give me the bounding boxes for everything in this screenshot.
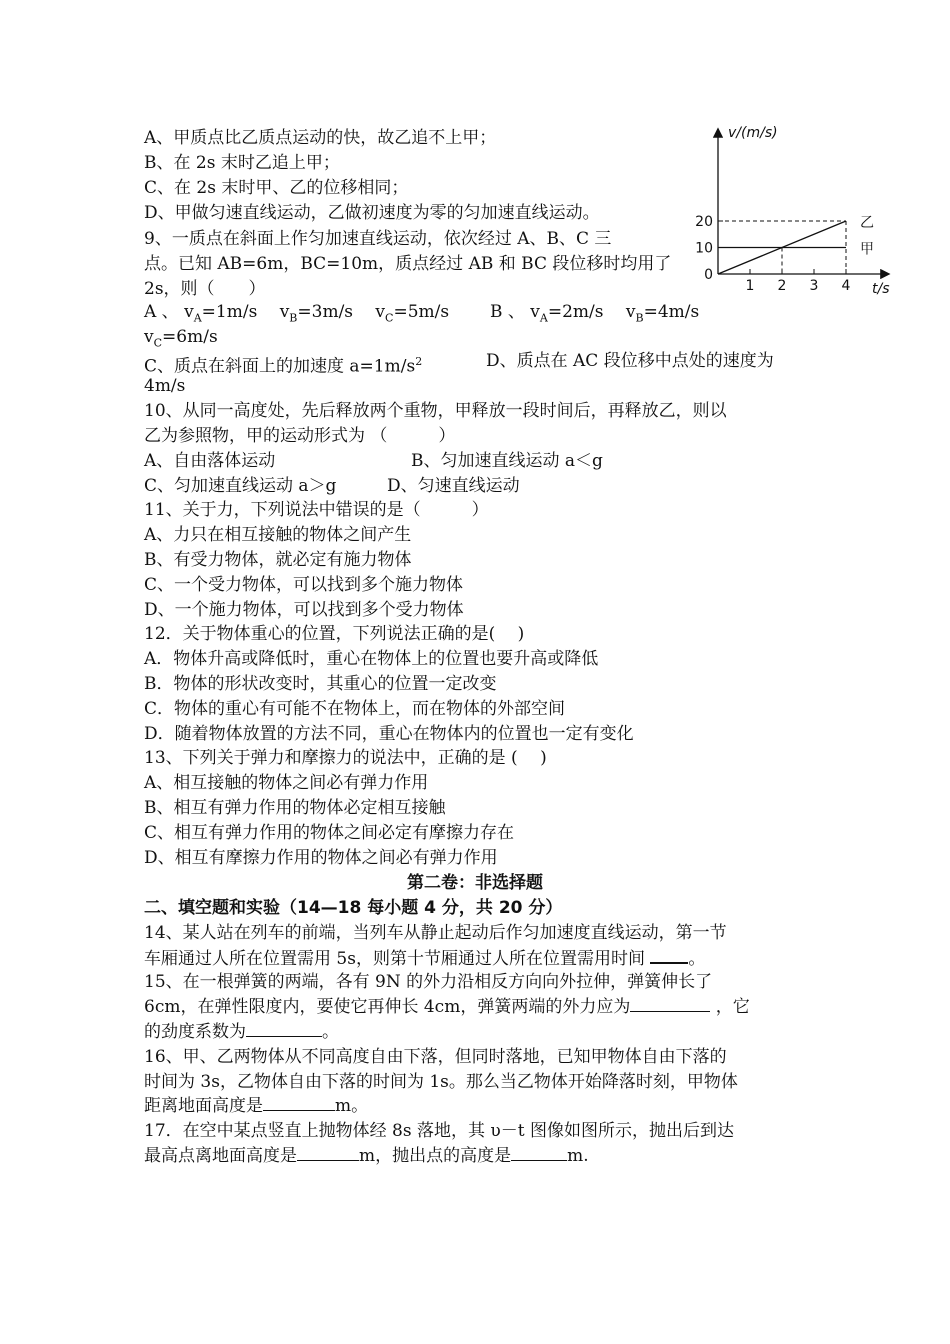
q12-option-c: C．物体的重心有可能不在物体上，而在物体的外部空间 — [144, 699, 566, 719]
x-tick-label: 2 — [777, 278, 787, 294]
q16-height-blank[interactable] — [263, 1094, 335, 1111]
q9-stem-line-1: 9、一质点在斜面上作匀加速直线运动，依次经过 A、B、C 三 — [144, 229, 612, 249]
q8-option-c: C、在 2s 末时甲、乙的位移相同； — [144, 178, 409, 198]
q9-option-d-cont: 4m/s — [144, 376, 186, 396]
q11-option-c: C、一个受力物体，可以找到多个施力物体 — [144, 575, 464, 595]
x-tick-label: 3 — [809, 278, 819, 294]
q11-stem: 11、关于力，下列说法中错误的是（ ） — [144, 500, 489, 520]
q17-line-1: 17．在空中某点竖直上抛物体经 8s 落地，其 υ－t 图像如图所示，抛出后到达 — [144, 1121, 734, 1141]
q12-option-b: B．物体的形状改变时，其重心的位置一定改变 — [144, 674, 497, 694]
q8-option-d: D、甲做匀速直线运动，乙做初速度为零的匀加速直线运动。 — [144, 203, 600, 223]
q16-line-3: 距离地面高度是 m。 — [144, 1096, 369, 1116]
y-tick-label: 20 — [695, 214, 713, 230]
x-axis-label: t/s — [872, 281, 890, 297]
q10-stem-line-2: 乙为参照物，甲的运动形式为 （ ） — [144, 426, 456, 446]
q13-option-c: C、相互有弹力作用的物体之间必定有摩擦力存在 — [144, 823, 515, 843]
part2-title: 第二卷：非选择题 — [407, 873, 543, 893]
part2-section-heading: 二、填空题和实验（14—18 每小题 4 分，共 20 分） — [144, 898, 563, 918]
q9-option-b: B 、 $v_A=2m/s$ $v_B=4m/s$ — [490, 302, 700, 325]
q11-option-b: B、有受力物体，就必定有施力物体 — [144, 550, 412, 570]
y-axis-label: v/(m/s) — [728, 125, 778, 141]
q9-stem-line-3: 2s，则（ ） — [144, 279, 266, 299]
q15-line-3: 的劲度系数为 。 — [144, 1022, 339, 1042]
q12-option-a: A．物体升高或降低时，重心在物体上的位置也要升高或降低 — [144, 649, 599, 669]
q14-line-2: 车厢通过人所在位置需用 5s，则第十节厢通过人所在位置需用时间 。 — [144, 946, 705, 971]
y-tick-label: 10 — [695, 240, 713, 257]
q10-stem-line-1: 10、从同一高度处，先后释放两个重物，甲释放一段时间后，再释放乙，则以 — [144, 401, 727, 421]
q12-option-d: D．随着物体放置的方法不同，重心在物体内的位置也一定有变化 — [144, 724, 634, 744]
q17-line-2: 最高点离地面高度是 m，抛出点的高度是 m. — [144, 1146, 589, 1166]
q15-line-2: 6cm，在弹性限度内，要使它再伸长 4cm，弹簧两端的外力应为 ，它 — [144, 997, 750, 1017]
q9-option-d: D、质点在 AC 段位移中点处的速度为 — [486, 351, 774, 371]
q15-line-1: 15、在一根弹簧的两端，各有 9N 的外力沿相反方向向外拉伸，弹簧伸长了 — [144, 972, 713, 992]
q17-launch-height-blank[interactable] — [511, 1144, 567, 1161]
q13-option-d: D、相互有摩擦力作用的物体之间必有弹力作用 — [144, 848, 498, 868]
q11-option-a: A、力只在相互接触的物体之间产生 — [144, 525, 412, 545]
q17-max-height-blank[interactable] — [297, 1144, 359, 1161]
q14-line-1: 14、某人站在列车的前端，当列车从静止起动后作匀加速度直线运动，第一节 — [144, 923, 727, 943]
x-tick-label: 1 — [745, 278, 755, 294]
q8-option-a: A、甲质点比乙质点运动的快，故乙追不上甲； — [144, 128, 497, 148]
q13-stem: 13、下列关于弹力和摩擦力的说法中，正确的是 ( ) — [144, 748, 547, 768]
q12-stem: 12．关于物体重心的位置，下列说法正确的是( ) — [144, 624, 525, 644]
q13-option-b: B、相互有弹力作用的物体必定相互接触 — [144, 798, 446, 818]
q11-option-d: D、一个施力物体，可以找到多个受力物体 — [144, 600, 464, 620]
velocity-time-graph — [690, 120, 900, 300]
q13-option-a: A、相互接触的物体之间必有弹力作用 — [144, 773, 429, 793]
q10-option-b: B、匀加速直线运动 a＜g — [411, 451, 603, 471]
x-tick-label: 4 — [841, 278, 851, 294]
q9-option-b-cont: $v_C=6m/s$ — [144, 327, 218, 350]
q15-stiffness-blank[interactable] — [246, 1020, 322, 1037]
q16-line-2: 时间为 3s，乙物体自由下落的时间为 1s。那么当乙物体开始降落时刻，甲物体 — [144, 1072, 738, 1092]
q10-option-d: D、匀速直线运动 — [387, 476, 520, 496]
q9-option-a: A 、 $v_A=1m/s$ $v_B=3m/s$ $v_C=5m/s$ — [144, 302, 450, 325]
q10-option-c: C、匀加速直线运动 a＞g — [144, 476, 337, 496]
q9-option-c: C、质点在斜面上的加速度 $a=1m/s^2$ — [144, 355, 423, 377]
q8-option-b: B、在 2s 末时乙追上甲； — [144, 153, 340, 173]
q9-stem-line-2: 点。已知 AB=6m，BC=10m，质点经过 AB 和 BC 段位移时均用了 — [144, 254, 672, 274]
series-label-jia: 甲 — [860, 241, 874, 258]
q15-force-blank[interactable] — [630, 995, 710, 1012]
y-tick-label: 0 — [704, 267, 713, 283]
q14-answer-blank[interactable] — [650, 946, 688, 964]
series-label-yi: 乙 — [860, 215, 874, 231]
q16-line-1: 16、甲、乙两物体从不同高度自由下落，但同时落地，已知甲物体自由下落的 — [144, 1047, 727, 1067]
q10-option-a: A、自由落体运动 — [144, 451, 276, 471]
